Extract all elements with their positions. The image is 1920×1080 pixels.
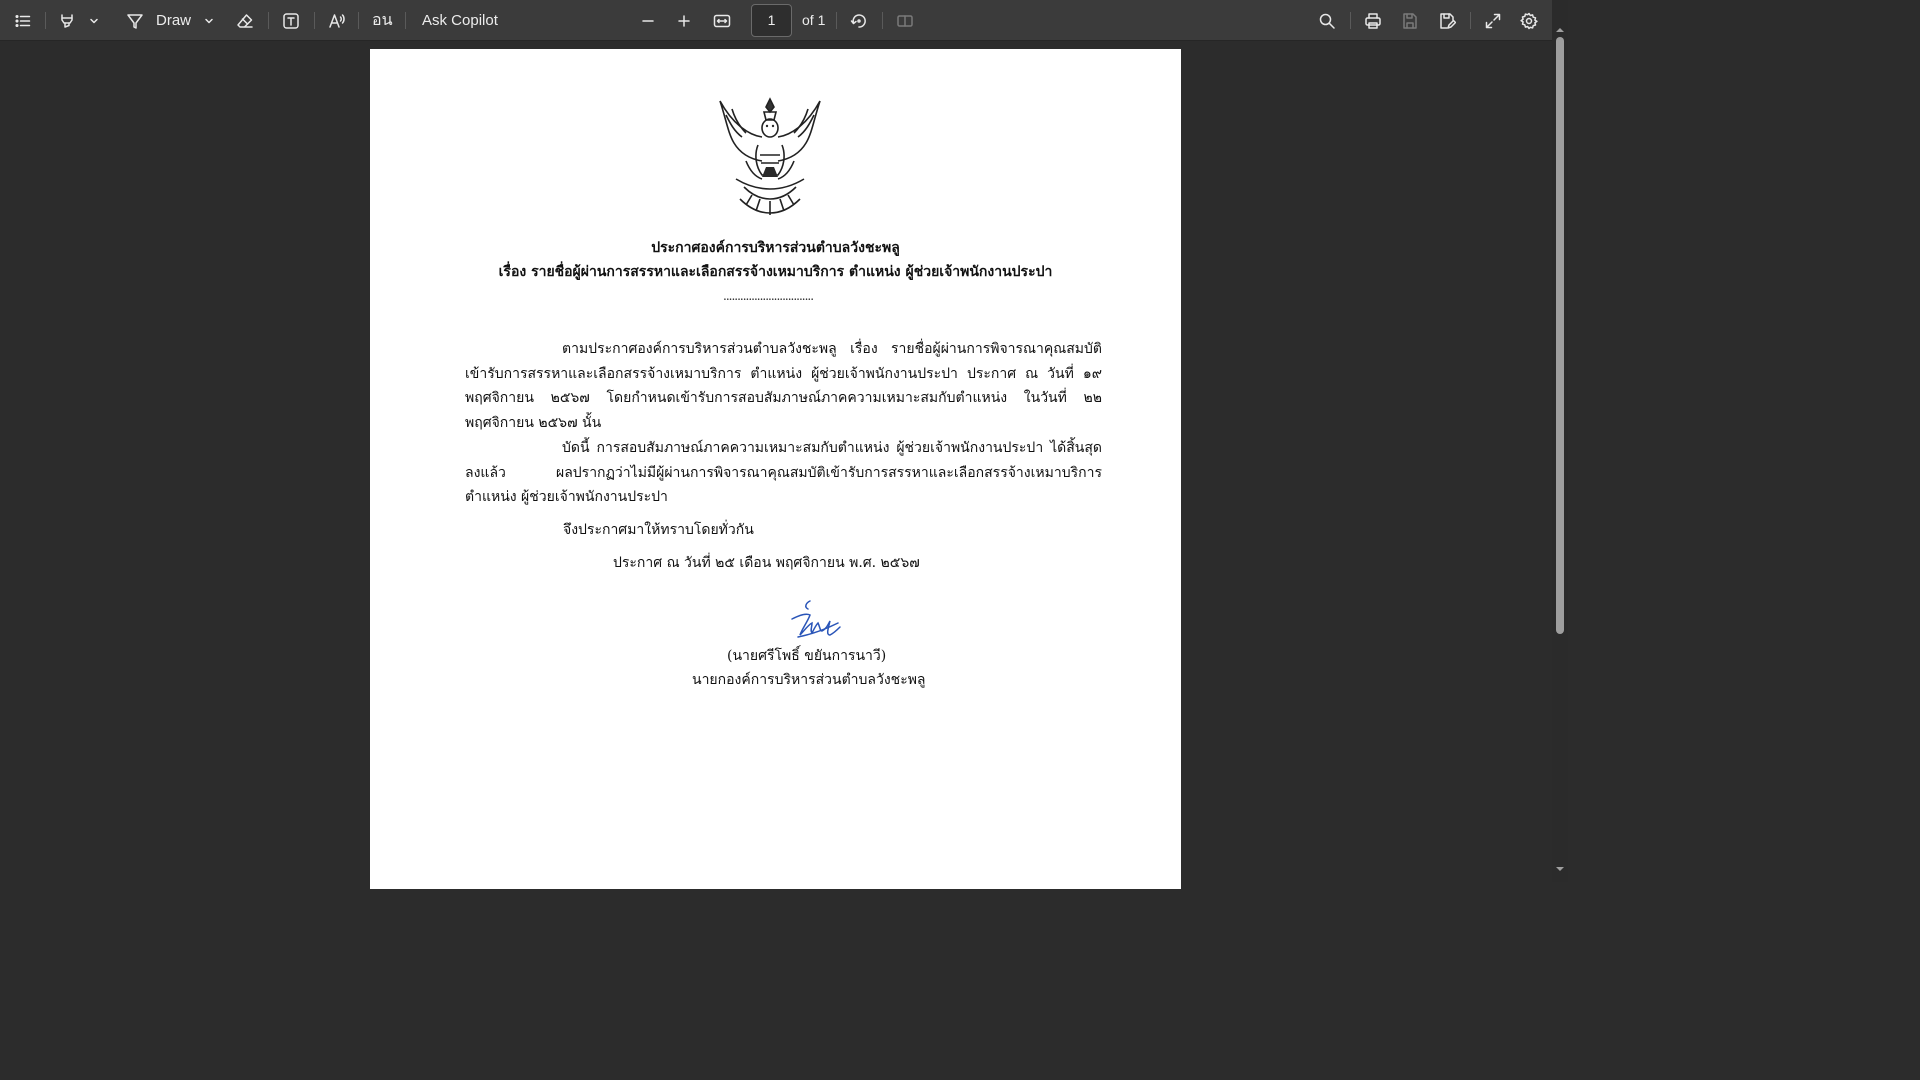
save-as-icon[interactable]: [1436, 0, 1458, 41]
contents-icon[interactable]: [10, 0, 36, 41]
page-number-input[interactable]: 1: [751, 4, 792, 37]
announcement-body: [465, 337, 1102, 510]
announcement-subject: เรื่อง รายชื่อผู้ผ่านการสรรหาและเลือกสรรจ้างเหมาบริการ ตำแหน่ง ผู้ช่วยเจ้าพนักงานประปา: [498, 264, 1053, 280]
toolbar-separator: [45, 12, 46, 29]
read-aloud-icon[interactable]: [326, 0, 348, 41]
signature: [788, 597, 844, 643]
draw-icon[interactable]: [124, 0, 146, 41]
zoom-in-icon[interactable]: [674, 0, 694, 41]
pdf-page: [370, 49, 1181, 889]
ask-copilot-button[interactable]: Ask Copilot: [422, 12, 498, 29]
page-total-label: of 1: [802, 12, 826, 28]
vertical-scrollbar[interactable]: [1552, 0, 1568, 882]
announcement-title: ประกาศองค์การบริหารส่วนตำบลวังชะพลู: [651, 240, 900, 256]
toolbar-separator: [1470, 12, 1471, 29]
two-page-icon[interactable]: [894, 0, 916, 41]
rotate-icon[interactable]: [848, 0, 870, 41]
save-icon[interactable]: [1399, 0, 1421, 41]
paragraph-1: ตามประกาศองค์การบริหารส่วนตำบลวังชะพลู เรื่อง รายชื่อผู้ผ่านการพิจารณาคุณสมบัติเข้ารับการสรรหาและเลือกสรรจ้างเหมาบริการ ตำแหน่ง ผู้ช่วยเจ้าพนักงานประปา ประกาศ ณ วันที่ ๑๙ พฤศจิกายน ๒๕๖๗ โดยกำหนดเข้ารับการสอบสัมภาษณ์ภาคความเหมาะสมกับตำแหน่ง ในวันที่ ๒๒ พฤศจิกายน ๒๕๖๗ นั้น: [465, 341, 1102, 432]
pdf-toolbar: [0, 0, 1552, 41]
toolbar-separator: [358, 12, 359, 29]
paragraph-2: บัดนี้ การสอบสัมภาษณ์ภาคความเหมาะสมกับตำแหน่ง ผู้ช่วยเจ้าพนักงานประปา ได้สิ้นสุดลงแล้ว ผลปรากฏว่าไม่มีผู้ผ่านการพิจารณาคุณสมบัติเข้ารับการสรรหาและเลือกสรรจ้างเหมาบริการ ตำแหน่ง ผู้ช่วยเจ้าพนักงานประปา: [465, 439, 1102, 506]
fullscreen-icon[interactable]: [1482, 0, 1504, 41]
settings-icon[interactable]: [1518, 0, 1540, 41]
garuda-emblem: [706, 95, 834, 221]
zoom-out-icon[interactable]: [638, 0, 658, 41]
closing-line: จึงประกาศมาให้ทราบโดยทั่วกัน: [563, 522, 754, 538]
scroll-up-arrow-icon[interactable]: [1555, 25, 1565, 35]
toolbar-separator: [1350, 12, 1351, 29]
signer-title: นายกองค์การบริหารส่วนตำบลวังชะพลู: [692, 672, 926, 688]
signer-name: (นายศรีโพธิ์ ขยันการนาวี): [727, 648, 887, 664]
announcement-date: ประกาศ ณ วันที่ ๒๕ เดือน พฤศจิกายน พ.ศ. ๒๕๖๗: [613, 555, 920, 571]
chevron-down-icon[interactable]: [87, 0, 101, 41]
highlight-icon[interactable]: [55, 0, 79, 41]
chevron-down-icon[interactable]: [202, 0, 216, 41]
eraser-icon[interactable]: [234, 0, 256, 41]
toolbar-separator: [882, 12, 883, 29]
toolbar-separator: [314, 12, 315, 29]
draw-label[interactable]: Draw: [156, 12, 192, 29]
search-icon[interactable]: [1316, 0, 1338, 41]
print-icon[interactable]: [1362, 0, 1384, 41]
toolbar-separator: [836, 12, 837, 29]
toolbar-separator: [405, 12, 406, 29]
scroll-down-arrow-icon[interactable]: [1555, 864, 1565, 874]
fit-width-icon[interactable]: [711, 0, 733, 41]
toolbar-separator: [268, 12, 269, 29]
text-box-icon[interactable]: [280, 0, 302, 41]
translate-icon[interactable]: อน: [372, 12, 393, 29]
scrollbar-thumb[interactable]: [1556, 37, 1564, 634]
title-divider: ................................: [723, 289, 814, 303]
